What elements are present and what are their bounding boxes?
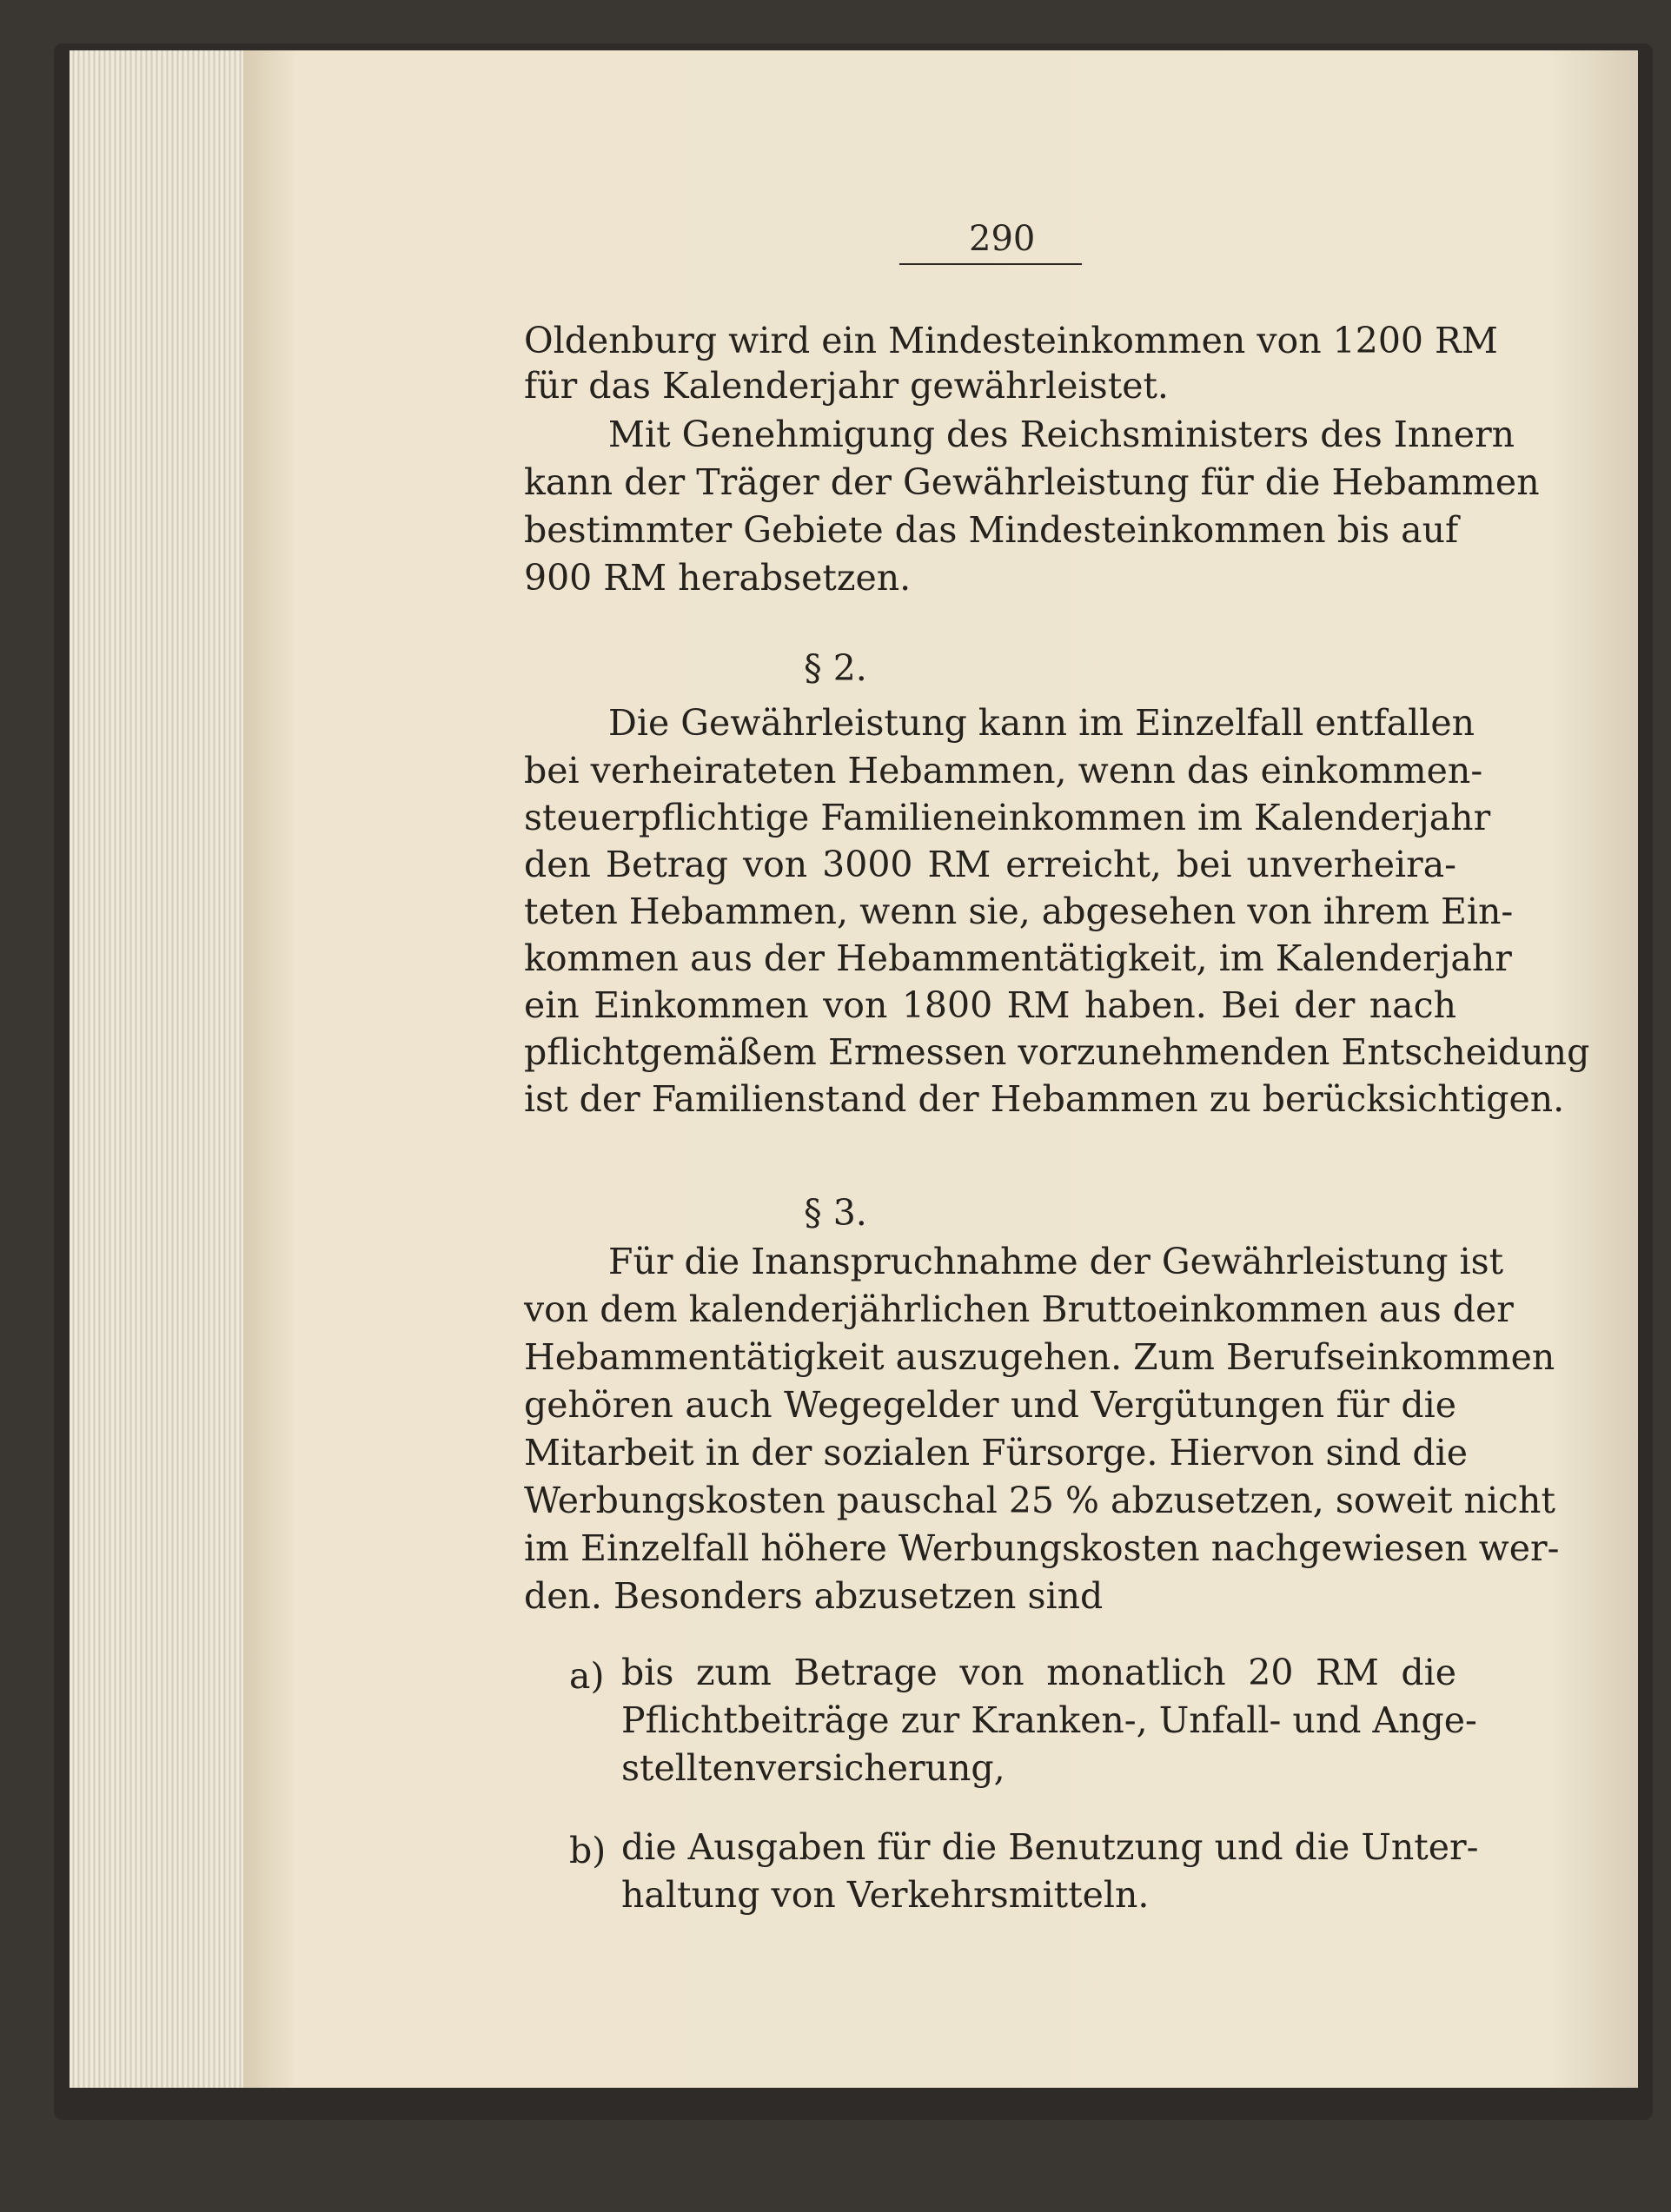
text-line: Oldenburg wird ein Mindesteinkommen von 1200 RM [524,320,1498,361]
text-line: kommen aus der Hebammentätigkeit, im Kalenderjahr [524,937,1512,979]
text-line: Mitarbeit in der sozialen Fürsorge. Hiervon sind die [524,1432,1468,1474]
text-line: im Einzelfall höhere Werbungskosten nachgewiesen wer- [524,1527,1560,1569]
text-line: teten Hebammen, wenn sie, abgesehen von ihrem Ein- [524,891,1514,932]
page-edges [70,50,262,2088]
text-line: für das Kalenderjahr gewährleistet. [524,365,1169,407]
list-item-line: stelltenversicherung, [621,1747,1005,1789]
text-line: Werbungskosten pauschal 25 % abzusetzen, soweit nicht [524,1480,1555,1521]
text-line: kann der Träger der Gewährleistung für die Hebammen [524,461,1540,503]
list-item-line: die Ausgaben für die Benutzung und die Unter- [621,1826,1479,1868]
text-line: ist der Familienstand der Hebammen zu berücksichtigen. [524,1078,1565,1120]
section-heading: § 2. [804,647,867,689]
text-line: Für die Inanspruchnahme der Gewährleistung ist [608,1241,1504,1282]
list-item-line: Pflichtbeiträge zur Kranken-, Unfall- und Ange- [621,1699,1477,1741]
page-number-rule [899,263,1082,265]
section-heading: § 3. [804,1192,867,1234]
text-line: 900 RM herabsetzen. [524,557,912,599]
text-line: bestimmter Gebiete das Mindesteinkommen bis auf [524,509,1459,551]
text-line: den Betrag von 3000 RM erreicht, bei unverheira- [524,844,1456,885]
text-line: Die Gewährleistung kann im Einzelfall entfallen [608,702,1475,744]
text-line: von dem kalenderjährlichen Bruttoeinkommen aus der [524,1288,1514,1330]
text-line: bei verheirateten Hebammen, wenn das einkommen- [524,750,1483,791]
text-line: gehören auch Wegegelder und Vergütungen für die [524,1384,1456,1426]
text-line: steuerpflichtige Familieneinkommen im Kalenderjahr [524,797,1491,838]
text-line: Mit Genehmigung des Reichsministers des Innern [608,414,1515,455]
text-line: pflichtgemäßem Ermessen vorzunehmenden Entscheidung [524,1031,1590,1073]
text-line: den. Besonders abzusetzen sind [524,1575,1104,1617]
page-number: 290 [969,219,1036,259]
list-item-marker: a) [569,1655,605,1697]
list-item-line: bis zum Betrage von monatlich 20 RM die [621,1652,1456,1693]
text-line: Hebammentätigkeit auszugehen. Zum Berufseinkommen [524,1336,1555,1378]
list-item-line: haltung von Verkehrsmitteln. [621,1874,1150,1916]
text-line: ein Einkommen von 1800 RM haben. Bei der nach [524,984,1456,1026]
list-item-marker: b) [569,1830,607,1871]
